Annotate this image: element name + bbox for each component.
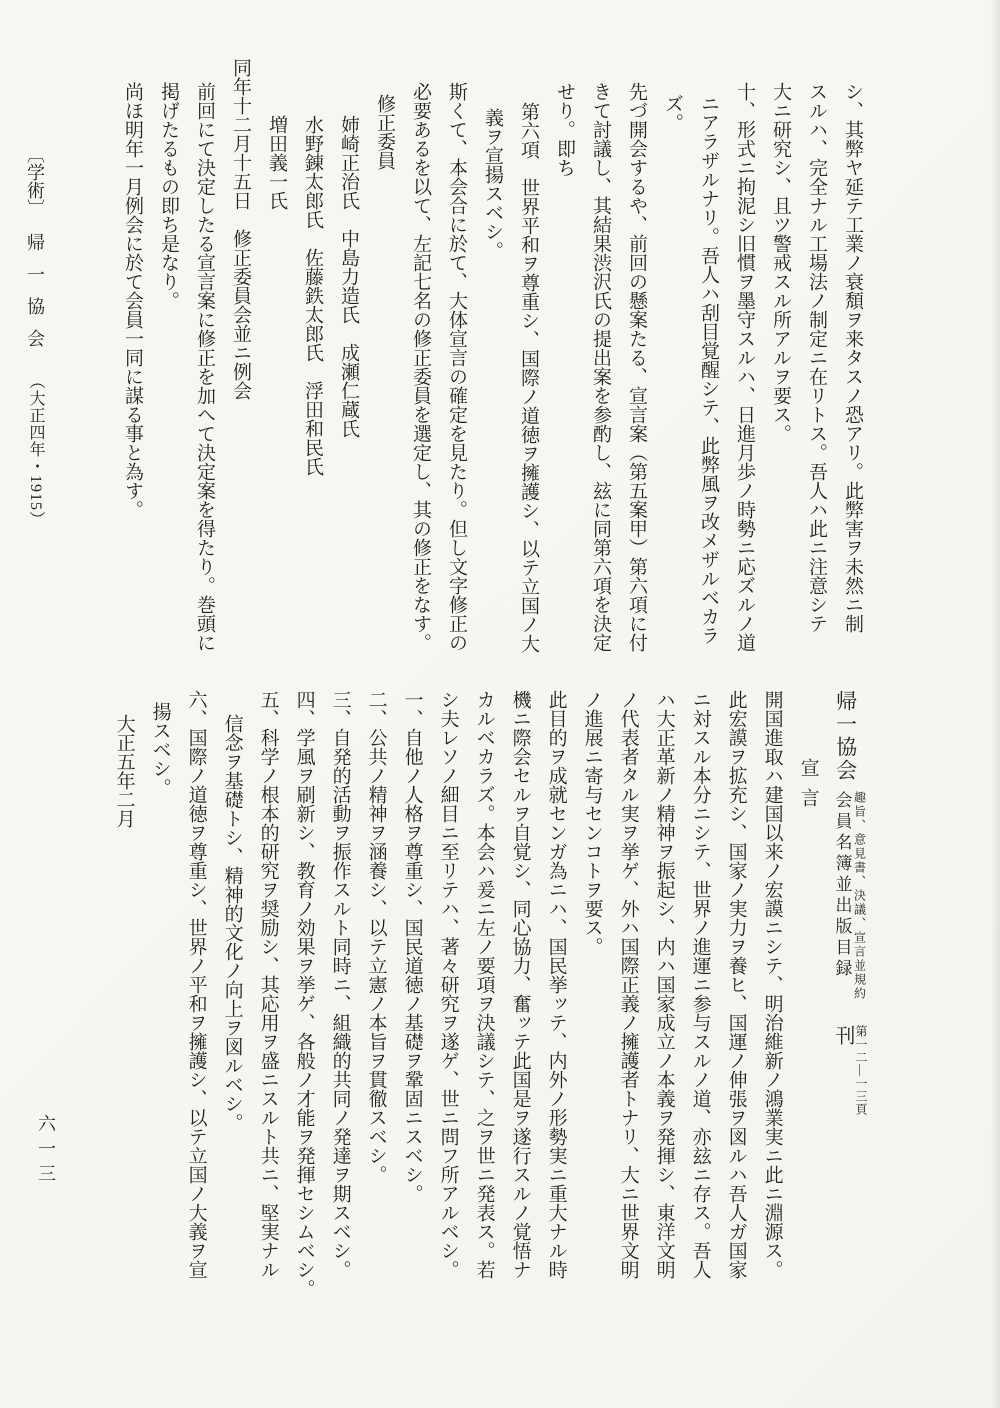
text-line: 此目的ヲ成就センガ為ニハ、国民挙ッテ、内外ノ形勢実ニ重大ナル時 (545, 690, 567, 1279)
resolution-item: 三、自発的活動ヲ振作スルト同時ニ、組織的共同ノ発達ヲ期スベシ。 (329, 690, 351, 1279)
margin-category: 〔学術〕 (25, 145, 45, 217)
text-line: きて討議し、其結果渋沢氏の提出案を参酌し、玆に同第六項を決定 (590, 82, 611, 652)
resolution-item: 六、国際ノ道徳ヲ尊重シ、世界ノ平和ヲ擁護シ、以テ立国ノ大義ヲ宣 (185, 690, 207, 1279)
text-line: ノ代表者タル実ヲ挙ゲ、外ハ国際正義ノ擁護者トナリ、大ニ世界文明 (617, 690, 639, 1279)
title-annotation-left: 会員名簿並出版目録 (832, 791, 852, 980)
text-line: ノ進展ニ寄与センコトヲ要ス。 (581, 690, 603, 956)
text-line: 此宏謨ヲ拡充シ、国家ノ実力ヲ養ヒ、国運ノ伸張ヲ図ルハ吾人ガ国家 (725, 690, 747, 1279)
text-line: 必要あるを以て、左記七名の修正委員を選定し、其の修正をなす。 (410, 82, 431, 652)
text-line: 尚ほ明年一月例会に於て会員一同に謀る事と為す。 (122, 82, 143, 519)
text-line: 先づ開会するや、前回の懸案たる、宣言案（第五案甲）第六項に付 (626, 82, 647, 652)
title-publication-ref (832, 1025, 868, 1116)
committee-names-line: 姉崎正治氏 中島力造氏 成瀬仁蔵氏 (338, 115, 359, 438)
title-kan-label: 刊 (832, 1025, 854, 1045)
title-main: 帰一協会 (833, 690, 858, 782)
title-annotation (833, 791, 868, 1001)
text-line: 信念ヲ基礎トシ、精神的文化ノ向上ヲ図ルベシ。 (221, 714, 243, 1132)
text-line: 開国進取ハ建国以来ノ宏謨ニシテ、明治維新ノ鴻業実ニ此ニ淵源ス。 (761, 690, 783, 1279)
text-line: シ、其弊ヤ延テ工業ノ衰頽ヲ来タスノ恐アリ。此弊害ヲ未然ニ制 (842, 82, 863, 633)
declaration-section (106, 690, 868, 1340)
publication-title (826, 690, 868, 1340)
text-line: 斯くて、本会合に於て、大体宣言の確定を見たり。但し文字修正の (446, 82, 467, 652)
text-line: ニアラザルナリ。吾人ハ刮目覚醒シテ、此弊風ヲ改メザルベカラ (698, 94, 719, 645)
text-line: シ夫レソノ細目ニ至リテハ、著々研究ヲ遂ゲ、世ニ問フ所アルベシ。 (437, 690, 459, 1279)
committee-names-line: 水野錬太郎氏 佐藤鉄太郎氏 浮田和民氏 (302, 115, 323, 476)
date-heading: 同年十二月十五日 修正委員会並ニ例会 (230, 58, 251, 400)
date-line: 大正五年二月 (113, 714, 135, 828)
text-line: 大ニ研究シ、且ツ警戒スル所アルヲ要ス。 (770, 82, 791, 443)
committee-heading: 修正委員 (374, 94, 395, 170)
margin-title: 帰一協会 (25, 233, 45, 361)
text-line: せり。即ち (554, 82, 575, 177)
resolution-item: 一、自他ノ人格ヲ尊重シ、国民道徳ノ基礎ヲ鞏固ニスベシ。 (401, 690, 423, 1203)
text-line: 十、形式ニ拘泥シ旧慣ヲ墨守スルハ、日進月歩ノ時勢ニ応ズルノ道 (734, 82, 755, 652)
page-number: 六一三 (36, 1114, 56, 1189)
margin-label (20, 145, 50, 565)
text-line: 第六項 世界平和ヲ尊重シ、国際ノ道徳ヲ擁護シ、以テ立国ノ大 (518, 102, 539, 653)
text-line: 義ヲ宣揚スベシ。 (482, 108, 503, 260)
text-line: スルハ、完全ナル工場法ノ制定ニ在リトス。吾人ハ此ニ注意シテ (806, 82, 827, 633)
committee-names-line: 増田義一氏 (266, 115, 287, 210)
resolution-item: 四、学風ヲ刷新シ、教育ノ効果ヲ挙ゲ、各般ノ才能ヲ発揮セシムベシ。 (293, 690, 315, 1298)
text-line: 揚スベシ。 (149, 702, 171, 797)
scan-edge-shadow (991, 0, 1000, 1408)
title-page-ref: 第一二―一三頁 (854, 1025, 868, 1116)
margin-year: （大正四年・1915） (27, 373, 44, 528)
text-line: ニ対スル本分ニシテ、世界ノ進運ニ参与スルノ道、亦玆ニ存ス。吾人 (689, 690, 711, 1279)
resolution-item: 二、公共ノ精神ヲ涵養シ、以テ立憲ノ本旨ヲ貫徹スベシ。 (365, 690, 387, 1184)
text-line: 機ニ際会セルヲ自覚シ、同心協力、奮ッテ此国是ヲ遂行スルノ覚悟ナ (509, 690, 531, 1279)
text-line: ズ。 (662, 94, 683, 132)
minutes-section (114, 58, 870, 703)
text-line: 掲げたるもの即ち是なり。 (158, 82, 179, 310)
text-line: カルベカラズ。本会ハ爰ニ左ノ要項ヲ決議シテ、之ヲ世ニ発表ス。若 (473, 690, 495, 1279)
text-line: 前回にて決定したる宣言案に修正を加へて決定案を得たり。巻頭に (194, 82, 215, 652)
declaration-heading: 宣言 (797, 758, 819, 818)
text-line: ハ大正革新ノ精神ヲ振起シ、内ハ国家成立ノ本義ヲ発揮シ、東洋文明 (653, 690, 675, 1279)
title-annotation-right: 趣旨、意見書、決議、宣言並規約 (852, 791, 867, 1001)
resolution-item: 五、科学ノ根本的研究ヲ奨励シ、其応用ヲ盛ニスルト共ニ、堅実ナル (257, 690, 279, 1279)
